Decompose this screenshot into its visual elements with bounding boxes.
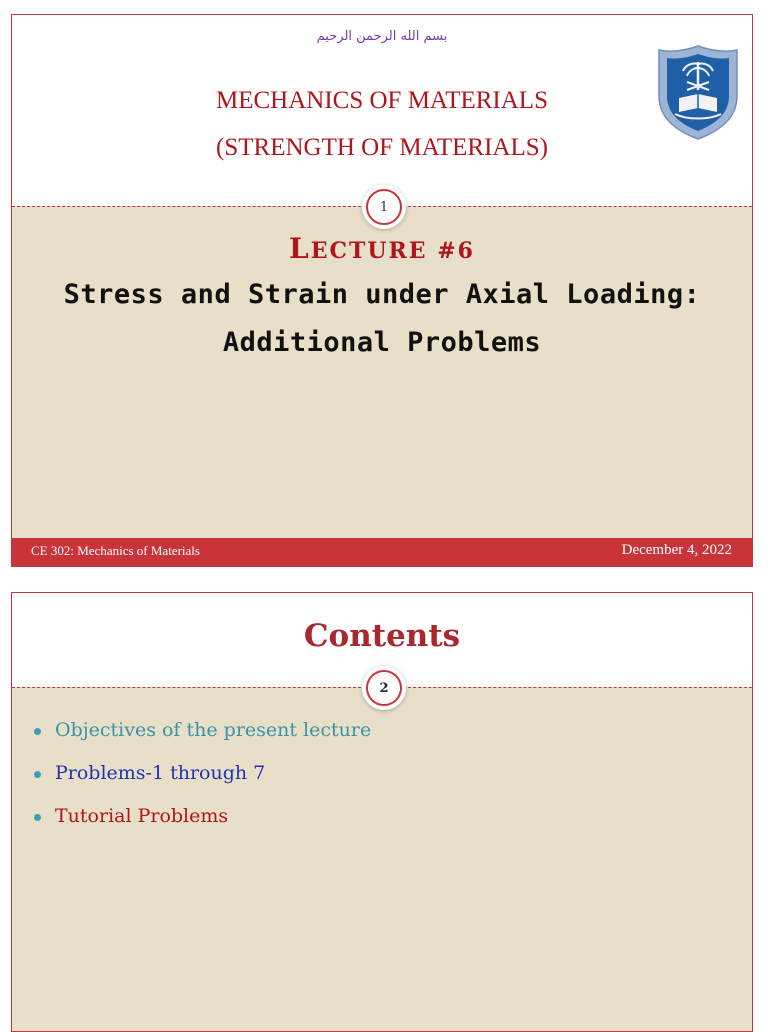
slide-1-header-area [12, 15, 752, 206]
lecture-rest: ECTURE #6 [310, 238, 475, 264]
arabic-basmala: بسم الله الرحمن الرحيم [316, 29, 448, 44]
list-item-text: Objectives of the present lecture [55, 719, 372, 741]
bullet-dot-icon [34, 814, 41, 821]
footer-date: December 4, 2022 [621, 542, 732, 558]
list-item [34, 805, 371, 848]
lecture-number [12, 232, 752, 265]
list-item-text: Tutorial Problems [55, 805, 229, 827]
slide-2 [11, 592, 753, 1032]
university-shield-logo [657, 44, 739, 140]
footer-course: CE 302: Mechanics of Materials [31, 543, 200, 558]
bullet-dot-icon [34, 771, 41, 778]
slide-1 [11, 14, 753, 567]
list-item-text: Problems-1 through 7 [55, 762, 266, 784]
lecture-subtitle-line-1: Stress and Strain under Axial Loading: [63, 279, 701, 310]
list-item [34, 762, 371, 805]
list-item [34, 719, 371, 762]
slide-number-badge: 2 [366, 670, 402, 706]
slide-footer [12, 538, 752, 566]
slide-number-badge: 1 [366, 189, 402, 225]
lecture-subtitle-line-2: Additional Problems [222, 327, 542, 358]
course-title-line-1: MECHANICS OF MATERIALS [216, 87, 548, 114]
contents-list [34, 719, 371, 848]
course-title-line-2: (STRENGTH OF MATERIALS) [216, 134, 548, 161]
bullet-dot-icon [34, 728, 41, 735]
contents-title: Contents [303, 618, 461, 654]
lecture-prefix: L [289, 232, 311, 265]
